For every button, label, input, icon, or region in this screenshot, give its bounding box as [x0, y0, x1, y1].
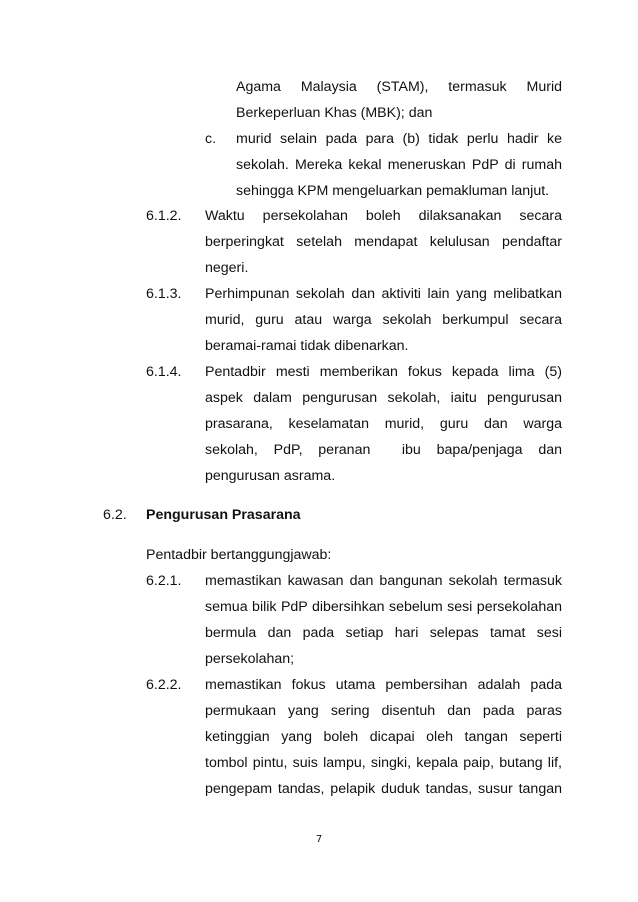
section-number: 6.2. — [103, 507, 127, 523]
clause-line: memastikan kawasan dan bangunan sekolah termasuk — [205, 573, 562, 589]
clause-number: 6.1.4. — [146, 364, 182, 380]
clause-line: sekolah, PdP, peranan ibu bapa/penjaga dan — [205, 442, 562, 458]
clause-line: Pentadbir mesti memberikan fokus kepada lima (5) — [205, 364, 562, 380]
continuation-line: Berkeperluan Khas (MBK); dan — [236, 105, 433, 121]
page-number: 7 — [315, 834, 323, 845]
clause-line: tombol pintu, suis lampu, singki, kepala paip, butang lif, — [205, 755, 562, 771]
clause-line: ketinggian yang boleh dicapai oleh tangan seperti — [205, 729, 562, 745]
clause-line: prasarana, keselamatan murid, guru dan warga — [205, 416, 562, 432]
clause-number: 6.2.2. — [146, 677, 182, 693]
clause-line: persekolahan; — [205, 651, 295, 667]
clause-line: murid, guru atau warga sekolah berkumpul secara — [205, 312, 562, 328]
clause-line: beramai-ramai tidak dibenarkan. — [205, 338, 409, 354]
clause-line: negeri. — [205, 260, 249, 276]
clause-line: berperingkat setelah mendapat kelulusan pendaftar — [205, 234, 562, 250]
item-line: murid selain pada para (b) tidak perlu hadir ke — [236, 131, 562, 147]
item-label: c. — [205, 131, 217, 147]
clause-line: semua bilik PdP dibersihkan sebelum sesi persekolahan — [205, 599, 562, 615]
clause-line: pengurusan asrama. — [205, 468, 336, 484]
clause-line: Waktu persekolahan boleh dilaksanakan secara — [205, 208, 562, 224]
clause-number: 6.2.1. — [146, 573, 182, 589]
clause-line: aspek dalam pengurusan sekolah, iaitu pengurusan — [205, 390, 562, 406]
clause-line: Perhimpunan sekolah dan aktiviti lain yang melibatkan — [205, 286, 562, 302]
section-title: Pengurusan Prasarana — [146, 507, 301, 523]
clause-number: 6.1.3. — [146, 286, 182, 302]
clause-line: pengepam tandas, pelapik duduk tandas, susur tangan — [205, 781, 562, 797]
item-line: sekolah. Mereka kekal meneruskan PdP di rumah — [236, 157, 562, 173]
clause-line: memastikan fokus utama pembersihan adalah pada — [205, 677, 562, 693]
clause-number: 6.1.2. — [146, 208, 182, 224]
clause-line: permukaan yang sering disentuh dan pada paras — [205, 703, 562, 719]
item-line: sehingga KPM mengeluarkan pemakluman lanjut. — [236, 183, 550, 199]
continuation-line: Agama Malaysia (STAM), termasuk Murid — [236, 79, 562, 95]
clause-line: bermula dan pada setiap hari selepas tamat sesi — [205, 625, 562, 641]
section-intro: Pentadbir bertanggungjawab: — [146, 547, 332, 563]
